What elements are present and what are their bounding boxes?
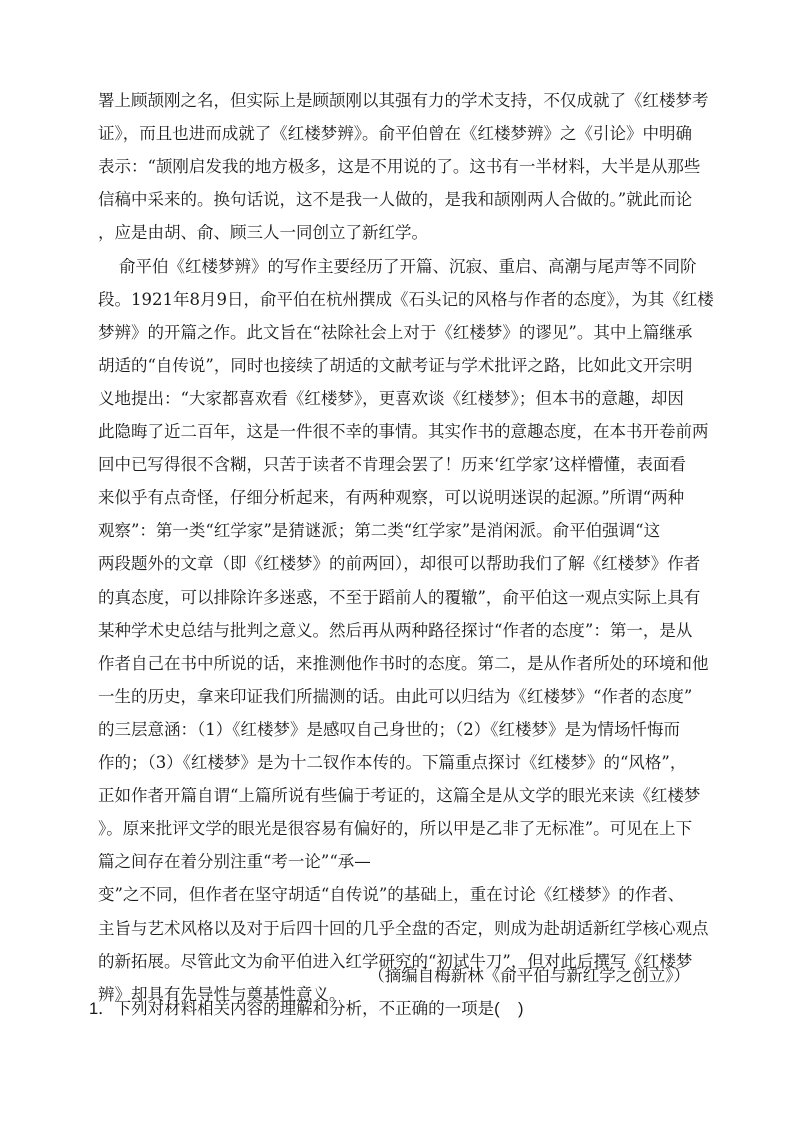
passage-line: 正如作者开篇自谓“上篇所说有些偏于考证的，这篇全是从文学的眼光来读《红楼梦 [98,786,701,805]
passage-line: 胡适的“自传说”，同时也接续了胡适的文献考证与学术批评之路，比如此文开宗明 [98,356,693,375]
passage-line: 作的；（3）《红楼梦》是为十二钗作本传的。下篇重点探讨《红楼梦》的“风格”， [98,753,687,772]
passage-line: 义地提出：“大家都喜欢看《红楼梦》，更喜欢谈《红楼梦》；但本书的意趣，却因 [98,389,684,408]
passage-line: 段。1921年8月9日，俞平伯在杭州撰成《石头记的风格与作者的态度》，为其《红楼 [98,290,714,309]
passage-line: 的真态度，可以排除许多迷惑，不至于蹈前人的覆辙”，俞平伯这一观点实际上具有 [98,588,701,607]
passage-line: 证》，而且也进而成就了《红楼梦辨》。俞平伯曾在《红楼梦辨》之《引论》中明确 [98,124,692,143]
passage-line: 此隐晦了近二百年，这是一件很不幸的事情。其实作书的意趣态度，在本书开卷前两 [98,422,709,441]
passage-line: 来似乎有点奇怪，仔细分析起来，有两种观察，可以说明迷误的起源。”所谓“两种 [98,488,685,507]
passage-line: 的三层意涵：（1）《红楼梦》是感叹自己身世的；（2）《红楼梦》是为情场忏悔而 [98,720,680,739]
passage-line: ，应是由胡、俞、顾三人一同创立了新红学。 [98,223,428,242]
passage-line: 署上顾颉刚之名，但实际上是顾颉刚以其强有力的学术支持，不仅成就了《红楼梦考 [98,91,709,110]
passage-line: 某种学术史总结与批判之意义。然后再从两种路径探讨“作者的态度”：第一，是从 [98,621,693,640]
passage-line: 主旨与艺术风格以及对于后四十回的几乎全盘的否定，则成为赴胡适新红学核心观点 [98,919,709,938]
passage-line: 辨》却具有先导性与奠基性意义。 [98,985,346,1004]
passage-line: 的新拓展。尽管此文为俞平伯进入红学研究的“初试牛刀”，但对此后撰写《红楼梦 [98,952,693,971]
passage-line: 信稿中采来的。换句话说，这不是我一人做的，是我和颉刚两人合做的。”就此而论 [98,190,693,209]
passage-line: 》。原来批评文学的眼光是很容易有偏好的，所以甲是乙非了无标准”。可见在上下 [98,819,693,838]
passage-line: 两段题外的文章（即《红楼梦》的前两回），却很可以帮助我们了解《红楼梦》作者 [98,554,701,573]
passage-line: 表示：“颉刚启发我的地方极多，这是不用说的了。这书有一半材料，大半是从那些 [98,157,701,176]
passage-line: 变”之不同，但作者在坚守胡适“自传说”的基础上，重在讨论《红楼梦》的作者、 [98,885,685,904]
passage-line: 梦辨》的开篇之作。此文旨在“祛除社会上对于《红楼梦》的谬见”。其中上篇继承 [98,323,693,342]
passage-line: 俞平伯《红楼梦辨》的写作主要经历了开篇、沉寂、重启、高潮与尾声等不同阶 [98,257,697,276]
question-1[interactable]: 1．下列对材料相关内容的理解和分析，不正确的一项是( ) [89,1000,524,1018]
passage-line: 篇之间存在着分别注重“考一论”“承— [98,852,371,871]
passage-line: 作者自己在书中所说的话，来推测他作书时的态度。第二，是从作者所处的环境和他 [98,654,709,673]
passage-line: 观察”：第一类“红学家”是猜谜派；第二类“红学家”是消闲派。俞平伯强调“这 [98,521,661,540]
passage-line: 一生的历史，拿来印证我们所揣测的话。由此可以归结为《红楼梦》“作者的态度” [98,687,693,706]
source-attribution: （摘编自梅新林《俞平伯与新红学之创立》） [368,966,690,985]
passage-line: 回中已写得很不含糊，只苦于读者不肯理会罢了！历来‘红学家’这样懵懂，表面看 [98,455,686,474]
